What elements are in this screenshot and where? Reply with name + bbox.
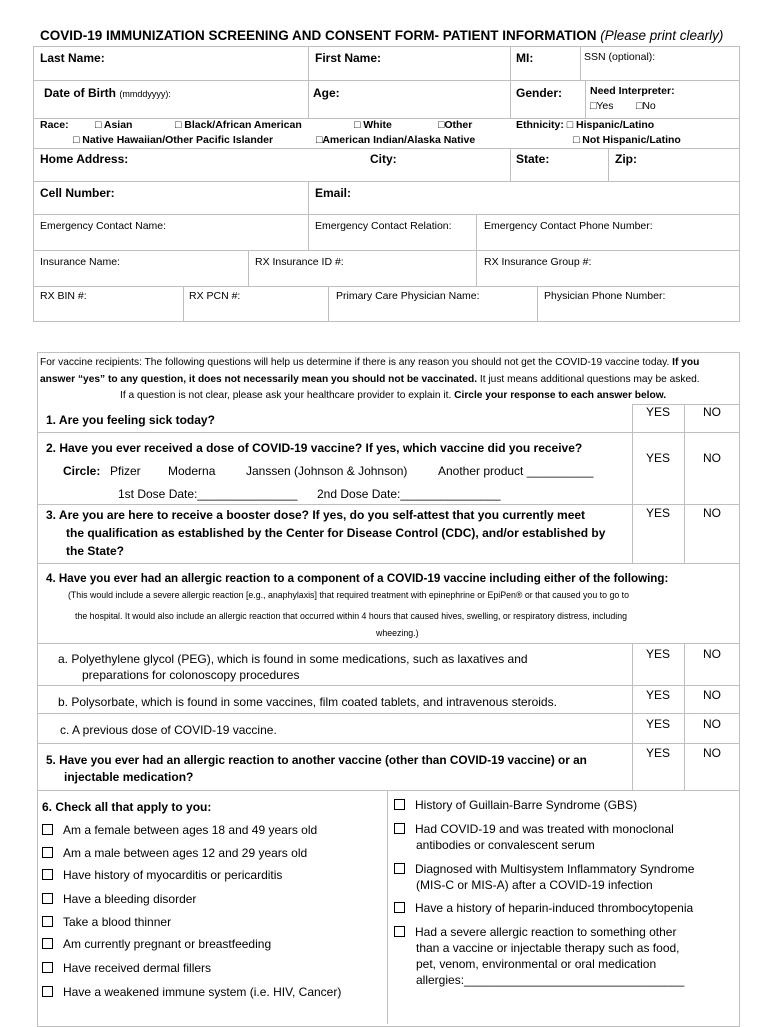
dob-format: (mmddyyyy):: [119, 89, 171, 99]
mi-label: MI:: [516, 51, 534, 65]
cell-number-label: Cell Number:: [40, 186, 115, 200]
state-label: State:: [516, 152, 550, 166]
intro-line-3b: Circle your response to each answer below.: [454, 390, 667, 401]
interpreter-no[interactable]: □No: [636, 100, 656, 112]
checkbox-icon[interactable]: [394, 799, 405, 810]
pcp-name-label: Primary Care Physician Name:: [336, 290, 480, 302]
insurance-name-label: Insurance Name:: [40, 256, 120, 268]
q2-pfizer[interactable]: Pfizer: [110, 464, 141, 478]
q4a-yes[interactable]: YES: [645, 647, 670, 661]
q4a-no[interactable]: NO: [703, 647, 721, 661]
checkbox-icon[interactable]: [394, 863, 405, 874]
home-address-label: Home Address:: [40, 152, 129, 166]
ssn-label: SSN (optional):: [584, 51, 656, 63]
rx-insurance-group-label: RX Insurance Group #:: [484, 256, 592, 268]
q4a-line-2: preparations for colonoscopy procedures: [82, 668, 300, 682]
q4b: b. Polysorbate, which is found in some vaccines, film coated tablets, and intravenous steroids.: [58, 695, 557, 709]
q4c-no[interactable]: NO: [703, 717, 721, 731]
interpreter-label: Need Interpreter:: [590, 85, 675, 97]
question-5-line-2: injectable medication?: [64, 770, 194, 784]
checkbox-icon[interactable]: [42, 962, 53, 973]
q6-option-allergies-field[interactable]: allergies:_________________________________: [416, 973, 685, 987]
q6-option-monoclonal-label-2: antibodies or convalescent serum: [416, 838, 595, 852]
q6-option-7[interactable]: [42, 961, 211, 975]
q4-note-1: (This would include a severe allergic reaction [e.g., anaphylaxis] that required treatment with epinephrine or EpiPen® or that caused you to go to: [68, 590, 630, 600]
q6-option-5[interactable]: [42, 915, 171, 929]
q6-option-monoclonal[interactable]: [394, 822, 674, 836]
q6-option-gbs-label: History of Guillain-Barre Syndrome (GBS): [415, 798, 638, 812]
q6-option-6[interactable]: [42, 937, 271, 951]
intro-line-2: [40, 374, 700, 385]
q2-dose2-date[interactable]: 2nd Dose Date:_______________: [317, 487, 501, 501]
q6-option-3-label: Have history of myocarditis or pericarditis: [63, 868, 283, 882]
ethnicity-not-hispanic[interactable]: □ Not Hispanic/Latino: [573, 134, 681, 146]
q6-option-severe-allergy[interactable]: [394, 925, 676, 939]
q1-no[interactable]: NO: [703, 405, 721, 419]
q4-note-2: the hospital. It would also include an allergic reaction that occurred within 4 hours that caused hives, swelling, or respiratory distress, including: [75, 611, 628, 621]
checkbox-icon[interactable]: [42, 986, 53, 997]
question-5-line-1: 5. Have you ever had an allergic reaction to another vaccine (other than COVID-19 vaccine) or an: [46, 753, 587, 767]
intro-line-1b: If you: [672, 357, 700, 368]
q6-option-4[interactable]: [42, 892, 196, 906]
q6-option-monoclonal-label: Had COVID-19 and was treated with monoclonal: [415, 822, 674, 836]
q2-janssen[interactable]: Janssen (Johnson & Johnson): [246, 464, 408, 478]
q5-yes[interactable]: YES: [645, 746, 670, 760]
question-1: 1. Are you feeling sick today?: [46, 413, 215, 427]
q6-option-2[interactable]: [42, 846, 307, 860]
checkbox-icon[interactable]: [42, 824, 53, 835]
race-black[interactable]: □ Black/African American: [175, 119, 302, 131]
checkbox-icon[interactable]: [42, 847, 53, 858]
q6-option-hit-label: Have a history of heparin-induced thrombocytopenia: [415, 901, 694, 915]
checkbox-icon[interactable]: [394, 902, 405, 913]
rx-insurance-id-label: RX Insurance ID #:: [255, 256, 344, 268]
interpreter-yes[interactable]: □Yes: [590, 100, 614, 112]
last-name-label: Last Name:: [40, 51, 105, 65]
q2-dose1-date[interactable]: 1st Dose Date:_______________: [118, 487, 298, 501]
q4b-yes[interactable]: YES: [645, 688, 670, 702]
question-3-line-3: the State?: [66, 544, 125, 558]
q6-option-7-label: Have received dermal fillers: [63, 961, 212, 975]
race-white[interactable]: □ White: [354, 119, 392, 131]
q6-option-mis-label-2: (MIS-C or MIS-A) after a COVID-19 infection: [416, 878, 653, 892]
question-2: 2. Have you ever received a dose of COVID-19 vaccine? If yes, which vaccine did you receive?: [46, 441, 583, 455]
q4-note-3: wheezing.): [376, 628, 419, 638]
intro-line-2a: answer “yes” to any question, it does not necessarily mean you should not be vaccinated.: [40, 374, 478, 385]
q6-option-2-label: Am a male between ages 12 and 29 years old: [63, 846, 308, 860]
q6-option-4-label: Have a bleeding disorder: [63, 892, 197, 906]
question-6: 6. Check all that apply to you:: [42, 800, 212, 814]
q1-yes[interactable]: YES: [645, 405, 670, 419]
q6-option-gbs[interactable]: [394, 798, 637, 812]
q2-no[interactable]: NO: [703, 451, 721, 465]
q6-option-mis-label: Diagnosed with Multisystem Inflammatory Syndrome: [415, 862, 695, 876]
intro-line-3: [120, 390, 666, 401]
q4c: c. A previous dose of COVID-19 vaccine.: [60, 723, 277, 737]
q2-yes[interactable]: YES: [645, 451, 670, 465]
checkbox-icon[interactable]: [394, 823, 405, 834]
dob-label: [44, 86, 171, 100]
race-native-hawaiian[interactable]: □ Native Hawaiian/Other Pacific Islander: [73, 134, 274, 146]
ethnicity-hispanic[interactable]: Ethnicity: □ Hispanic/Latino: [516, 119, 655, 131]
rx-bin-label: RX BIN #:: [40, 290, 87, 302]
rx-pcn-label: RX PCN #:: [189, 290, 241, 302]
q5-no[interactable]: NO: [703, 746, 721, 760]
first-name-label: First Name:: [315, 51, 382, 65]
q6-option-1-label: Am a female between ages 18 and 49 years old: [63, 823, 318, 837]
city-label: City:: [370, 152, 397, 166]
form-title: [40, 28, 723, 43]
gender-label: Gender:: [516, 86, 563, 100]
race-label: Race:: [40, 119, 69, 131]
q6-option-3[interactable]: [42, 868, 282, 882]
emergency-contact-relation-label: Emergency Contact Relation:: [315, 220, 452, 232]
physician-phone-label: Physician Phone Number:: [544, 290, 666, 302]
q4c-yes[interactable]: YES: [645, 717, 670, 731]
q6-option-6-label: Am currently pregnant or breastfeeding: [63, 937, 272, 951]
intro-line-1a: For vaccine recipients: The following questions will help us determine if there is any reason you should not get the COVID-19 vaccine today.: [40, 357, 670, 368]
q6-option-mis[interactable]: [394, 862, 694, 876]
dob-text: Date of Birth: [44, 86, 116, 100]
intro-line-1: [40, 357, 699, 368]
q6-option-hit[interactable]: [394, 901, 693, 915]
question-4: 4. Have you ever had an allergic reaction to a component of a COVID-19 vaccine including either of the following:: [46, 572, 669, 585]
q6-option-5-label: Take a blood thinner: [63, 915, 172, 929]
form-title-note: (Please print clearly): [600, 28, 724, 43]
form-title-text: COVID-19 IMMUNIZATION SCREENING AND CONSENT FORM- PATIENT INFORMATION: [40, 28, 597, 43]
emergency-contact-name-label: Emergency Contact Name:: [40, 220, 167, 232]
emergency-contact-phone-label: Emergency Contact Phone Number:: [484, 220, 653, 232]
q6-option-severe-allergy-label: Had a severe allergic reaction to something other: [415, 925, 677, 939]
race-american-indian[interactable]: □American Indian/Alaska Native: [316, 134, 476, 146]
q4a-line-1: a. Polyethylene glycol (PEG), which is found in some medications, such as laxatives and: [58, 652, 528, 666]
q6-option-severe-allergy-label-2: than a vaccine or injectable therapy such as food,: [416, 941, 680, 955]
q6-option-8-label: Have a weakened immune system (i.e. HIV, Cancer): [63, 985, 342, 999]
q2-another-product[interactable]: Another product __________: [438, 464, 594, 478]
race-other[interactable]: □Other: [438, 119, 473, 131]
race-asian[interactable]: □ Asian: [95, 119, 133, 131]
intro-line-3a: If a question is not clear, please ask your healthcare provider to explain it.: [120, 390, 452, 401]
q6-option-severe-allergy-label-3: pet, venom, environmental or oral medication: [416, 957, 657, 971]
q6-option-8[interactable]: [42, 985, 341, 999]
q4b-no[interactable]: NO: [703, 688, 721, 702]
checkbox-icon[interactable]: [394, 926, 405, 937]
question-3-line-2: the qualification as established by the Center for Disease Control (CDC), and/or established by: [66, 526, 606, 540]
age-label: Age:: [313, 86, 340, 100]
q3-yes[interactable]: YES: [645, 506, 670, 520]
q3-no[interactable]: NO: [703, 506, 721, 520]
email-label: Email:: [315, 186, 352, 200]
question-3-line-1: 3. Are you are here to receive a booster dose? If yes, do you self-attest that you currently meet: [46, 508, 586, 522]
checkbox-icon[interactable]: [42, 893, 53, 904]
checkbox-icon[interactable]: [42, 938, 53, 949]
q6-option-1[interactable]: [42, 823, 317, 837]
q2-circle: Circle:: [63, 464, 101, 478]
checkbox-icon[interactable]: [42, 869, 53, 880]
q2-moderna[interactable]: Moderna: [168, 464, 216, 478]
intro-line-2b: It just means additional questions may be asked.: [479, 374, 700, 385]
zip-label: Zip:: [615, 152, 637, 166]
checkbox-icon[interactable]: [42, 916, 53, 927]
